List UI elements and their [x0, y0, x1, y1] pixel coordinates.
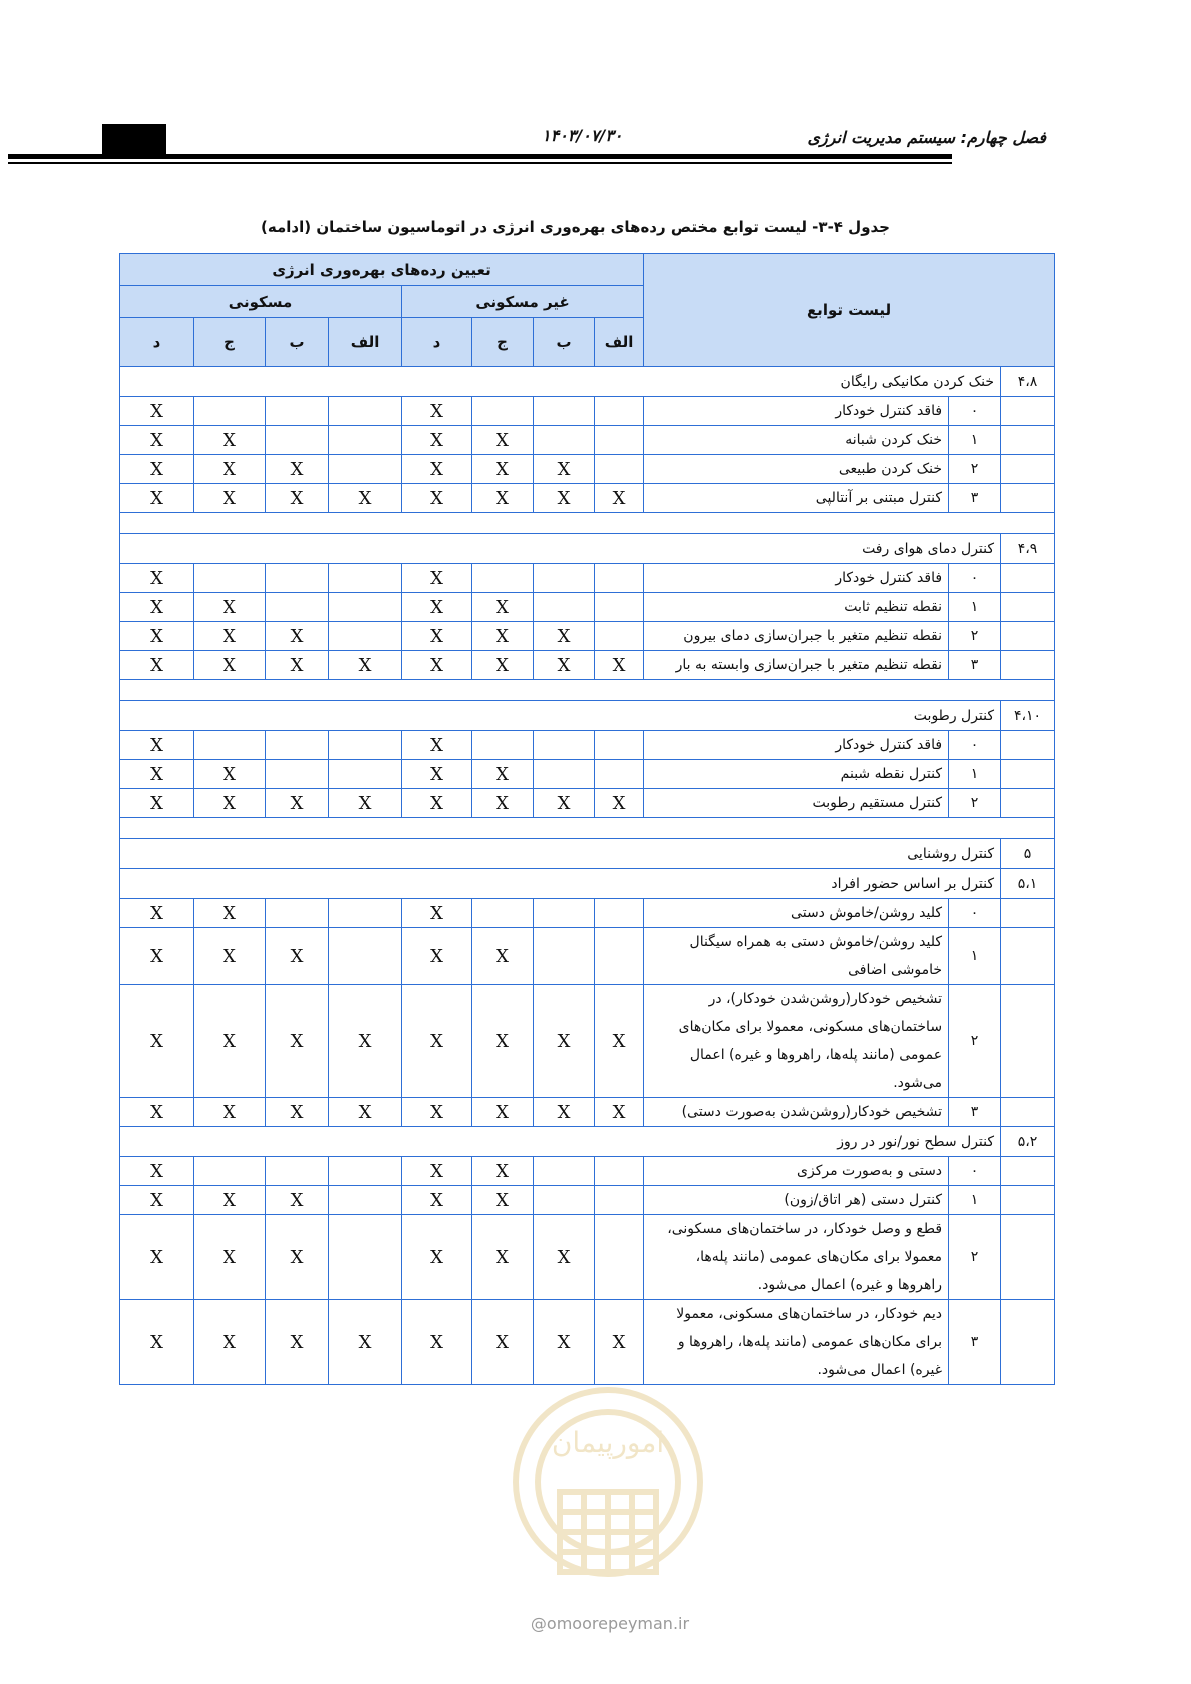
residential-class-cell: X	[120, 1215, 194, 1300]
non-residential-class-cell: X	[402, 985, 472, 1098]
function-name: کنترل نقطه شبنم	[644, 760, 949, 789]
non-residential-class-cell	[534, 928, 595, 985]
spacer-row	[120, 680, 1055, 701]
non-residential-class-cell	[534, 1186, 595, 1215]
row-index: ۱	[949, 760, 1001, 789]
function-name: خنک کردن شبانه	[644, 426, 949, 455]
residential-class-cell	[266, 731, 329, 760]
residential-class-cell: X	[266, 1186, 329, 1215]
non-residential-class-cell: X	[472, 455, 534, 484]
section-row	[120, 534, 1055, 564]
non-residential-class-cell: X	[472, 760, 534, 789]
section-title: کنترل سطح نور/نور در روز	[120, 1127, 1001, 1157]
spacer-cell	[120, 513, 1055, 534]
residential-class-cell	[266, 760, 329, 789]
row-index: ۳	[949, 1098, 1001, 1127]
residential-class-cell	[329, 731, 402, 760]
row-empty-cell	[1001, 1098, 1055, 1127]
residential-class-cell: X	[194, 1215, 266, 1300]
residential-class-cell	[329, 1215, 402, 1300]
function-name: فاقد کنترل خودکار	[644, 397, 949, 426]
non-residential-class-cell: X	[534, 622, 595, 651]
residential-class-cell	[194, 731, 266, 760]
non-residential-class-cell: X	[534, 789, 595, 818]
residential-class-cell	[266, 397, 329, 426]
section-row	[120, 869, 1055, 899]
function-name: فاقد کنترل خودکار	[644, 564, 949, 593]
row-empty-cell	[1001, 1300, 1055, 1385]
residential-class-cell: X	[120, 593, 194, 622]
row-empty-cell	[1001, 484, 1055, 513]
section-title: کنترل بر اساس حضور افراد	[120, 869, 1001, 899]
non-residential-class-cell: X	[595, 1300, 644, 1385]
section-title: خنک کردن مکانیکی رایگان	[120, 367, 1001, 397]
residential-class-cell: X	[266, 1300, 329, 1385]
residential-class-cell: X	[266, 985, 329, 1098]
header-rule-thick	[8, 154, 952, 159]
header-residential: مسکونی	[120, 286, 402, 318]
row-empty-cell	[1001, 593, 1055, 622]
residential-class-cell	[329, 426, 402, 455]
section-number: ۴،۸	[1001, 367, 1055, 397]
non-residential-class-cell	[595, 426, 644, 455]
row-empty-cell	[1001, 564, 1055, 593]
table-row	[120, 928, 1055, 985]
header-class-d: د	[402, 318, 472, 367]
table-header	[120, 254, 1055, 367]
table-row	[120, 484, 1055, 513]
non-residential-class-cell: X	[472, 426, 534, 455]
residential-class-cell: X	[120, 789, 194, 818]
residential-class-cell: X	[120, 1186, 194, 1215]
header-rule-thin	[8, 162, 952, 164]
non-residential-class-cell: X	[402, 484, 472, 513]
row-empty-cell	[1001, 455, 1055, 484]
non-residential-class-cell: X	[402, 1157, 472, 1186]
header-class-c: ج	[194, 318, 266, 367]
non-residential-class-cell	[472, 899, 534, 928]
residential-class-cell	[329, 928, 402, 985]
residential-class-cell	[266, 564, 329, 593]
section-number: ۵،۱	[1001, 869, 1055, 899]
row-empty-cell	[1001, 789, 1055, 818]
row-empty-cell	[1001, 397, 1055, 426]
non-residential-class-cell	[534, 426, 595, 455]
table-row	[120, 593, 1055, 622]
residential-class-cell: X	[194, 789, 266, 818]
non-residential-class-cell: X	[402, 731, 472, 760]
non-residential-class-cell	[595, 593, 644, 622]
residential-class-cell: X	[194, 985, 266, 1098]
non-residential-class-cell: X	[402, 426, 472, 455]
non-residential-class-cell: X	[534, 484, 595, 513]
non-residential-class-cell	[595, 397, 644, 426]
non-residential-class-cell: X	[402, 789, 472, 818]
residential-class-cell: X	[120, 484, 194, 513]
non-residential-class-cell	[534, 731, 595, 760]
residential-class-cell: X	[266, 1098, 329, 1127]
residential-class-cell: X	[120, 426, 194, 455]
row-index: ۰	[949, 397, 1001, 426]
non-residential-class-cell: X	[472, 1300, 534, 1385]
residential-class-cell	[266, 1157, 329, 1186]
row-index: ۱	[949, 593, 1001, 622]
table-row	[120, 622, 1055, 651]
residential-class-cell: X	[194, 899, 266, 928]
non-residential-class-cell: X	[472, 1098, 534, 1127]
residential-class-cell: X	[194, 484, 266, 513]
residential-class-cell: X	[120, 1098, 194, 1127]
residential-class-cell: X	[329, 1300, 402, 1385]
residential-class-cell: X	[194, 1300, 266, 1385]
table-row	[120, 1186, 1055, 1215]
function-name: تشخیص خودکار(روشن‌شدن به‌صورت دستی)	[644, 1098, 949, 1127]
row-empty-cell	[1001, 1186, 1055, 1215]
non-residential-class-cell: X	[472, 1186, 534, 1215]
row-index: ۰	[949, 899, 1001, 928]
non-residential-class-cell: X	[402, 397, 472, 426]
residential-class-cell: X	[120, 622, 194, 651]
section-number: ۵	[1001, 839, 1055, 869]
table-row	[120, 899, 1055, 928]
section-title: کنترل دمای هوای رفت	[120, 534, 1001, 564]
header-class-c: ج	[472, 318, 534, 367]
row-index: ۲	[949, 622, 1001, 651]
header-chapter-title: فصل چهارم: سیستم مدیریت انرژی	[807, 128, 1046, 147]
residential-class-cell	[329, 622, 402, 651]
function-name: کلید روشن/خاموش دستی	[644, 899, 949, 928]
function-name: فاقد کنترل خودکار	[644, 731, 949, 760]
non-residential-class-cell: X	[595, 985, 644, 1098]
row-empty-cell	[1001, 651, 1055, 680]
spacer-row	[120, 513, 1055, 534]
residential-class-cell	[194, 564, 266, 593]
row-index: ۰	[949, 564, 1001, 593]
non-residential-class-cell	[595, 1157, 644, 1186]
residential-class-cell: X	[194, 455, 266, 484]
watermark-site: @omoorepeyman.ir	[530, 1614, 690, 1633]
table-row	[120, 651, 1055, 680]
row-index: ۳	[949, 651, 1001, 680]
function-name: نقطه تنظیم متغیر با جبران‌سازی وابسته به بار	[644, 651, 949, 680]
residential-class-cell: X	[266, 1215, 329, 1300]
page-header	[102, 124, 1054, 156]
non-residential-class-cell: X	[402, 1098, 472, 1127]
watermark-logo	[498, 1372, 718, 1612]
residential-class-cell: X	[329, 651, 402, 680]
non-residential-class-cell: X	[402, 564, 472, 593]
table-row	[120, 1215, 1055, 1300]
residential-class-cell	[194, 1157, 266, 1186]
residential-class-cell: X	[120, 1300, 194, 1385]
residential-class-cell	[266, 593, 329, 622]
table-caption: جدول ۴-۳- لیست توابع مختص رده‌های بهره‌وری انرژی در اتوماسیون ساختمان (ادامه)	[261, 218, 890, 236]
residential-class-cell: X	[329, 985, 402, 1098]
section-number: ۵،۲	[1001, 1127, 1055, 1157]
function-name: کنترل مستقیم رطوبت	[644, 789, 949, 818]
non-residential-class-cell	[595, 899, 644, 928]
residential-class-cell: X	[120, 760, 194, 789]
page-number-block	[102, 124, 166, 154]
non-residential-class-cell	[595, 1215, 644, 1300]
non-residential-class-cell: X	[402, 593, 472, 622]
table-row	[120, 731, 1055, 760]
row-empty-cell	[1001, 928, 1055, 985]
non-residential-class-cell	[534, 1157, 595, 1186]
non-residential-class-cell: X	[472, 789, 534, 818]
residential-class-cell: X	[266, 789, 329, 818]
non-residential-class-cell: X	[402, 651, 472, 680]
residential-class-cell: X	[120, 985, 194, 1098]
spacer-row	[120, 818, 1055, 839]
residential-class-cell	[329, 1186, 402, 1215]
residential-class-cell: X	[120, 1157, 194, 1186]
residential-class-cell: X	[194, 651, 266, 680]
non-residential-class-cell: X	[472, 593, 534, 622]
row-index: ۲	[949, 985, 1001, 1098]
header-class-b: ب	[266, 318, 329, 367]
non-residential-class-cell: X	[534, 1215, 595, 1300]
row-empty-cell	[1001, 899, 1055, 928]
row-empty-cell	[1001, 760, 1055, 789]
row-index: ۱	[949, 426, 1001, 455]
row-index: ۱	[949, 1186, 1001, 1215]
header-energy-classes: تعیین رده‌های بهره‌وری انرژی	[120, 254, 644, 286]
row-index: ۲	[949, 455, 1001, 484]
watermark-logo-text: امورپیمان	[551, 1426, 665, 1459]
non-residential-class-cell: X	[595, 484, 644, 513]
residential-class-cell: X	[266, 651, 329, 680]
row-index: ۳	[949, 484, 1001, 513]
non-residential-class-cell	[595, 928, 644, 985]
section-row	[120, 839, 1055, 869]
row-empty-cell	[1001, 426, 1055, 455]
section-number: ۴،۱۰	[1001, 701, 1055, 731]
row-empty-cell	[1001, 985, 1055, 1098]
residential-class-cell	[266, 899, 329, 928]
non-residential-class-cell	[595, 622, 644, 651]
residential-class-cell	[329, 564, 402, 593]
header-date: ۱۴۰۳/۰۷/۳۰	[542, 126, 623, 145]
residential-class-cell: X	[120, 455, 194, 484]
non-residential-class-cell: X	[402, 455, 472, 484]
non-residential-class-cell: X	[472, 484, 534, 513]
non-residential-class-cell	[472, 731, 534, 760]
non-residential-class-cell: X	[402, 1215, 472, 1300]
non-residential-class-cell: X	[402, 622, 472, 651]
residential-class-cell: X	[120, 731, 194, 760]
non-residential-class-cell: X	[472, 1215, 534, 1300]
non-residential-class-cell: X	[402, 1186, 472, 1215]
non-residential-class-cell: X	[534, 985, 595, 1098]
row-index: ۳	[949, 1300, 1001, 1385]
residential-class-cell: X	[120, 651, 194, 680]
residential-class-cell: X	[329, 484, 402, 513]
table-row	[120, 1098, 1055, 1127]
non-residential-class-cell: X	[595, 789, 644, 818]
residential-class-cell: X	[266, 928, 329, 985]
residential-class-cell: X	[120, 899, 194, 928]
row-empty-cell	[1001, 622, 1055, 651]
function-name: دیم خودکار، در ساختمان‌های مسکونی، معمولا برای مکان‌های عمومی (مانند پله‌ها، راهروها و غیره) اعمال می‌شود.	[644, 1300, 949, 1385]
non-residential-class-cell	[595, 1186, 644, 1215]
non-residential-class-cell: X	[534, 1300, 595, 1385]
non-residential-class-cell: X	[402, 928, 472, 985]
function-name: نقطه تنظیم ثابت	[644, 593, 949, 622]
header-class-d: د	[120, 318, 194, 367]
non-residential-class-cell	[595, 564, 644, 593]
non-residential-class-cell: X	[534, 455, 595, 484]
table-body	[120, 367, 1055, 1385]
residential-class-cell: X	[194, 426, 266, 455]
function-name: نقطه تنظیم متغیر با جبران‌سازی دمای بیرون	[644, 622, 949, 651]
residential-class-cell	[194, 397, 266, 426]
row-index: ۲	[949, 1215, 1001, 1300]
non-residential-class-cell: X	[534, 651, 595, 680]
non-residential-class-cell	[534, 397, 595, 426]
non-residential-class-cell	[534, 760, 595, 789]
function-name: کلید روشن/خاموش دستی به همراه سیگنال خاموشی اضافی	[644, 928, 949, 985]
non-residential-class-cell: X	[402, 899, 472, 928]
table-row	[120, 789, 1055, 818]
residential-class-cell: X	[329, 1098, 402, 1127]
residential-class-cell	[329, 397, 402, 426]
row-empty-cell	[1001, 1157, 1055, 1186]
non-residential-class-cell: X	[534, 1098, 595, 1127]
non-residential-class-cell	[534, 593, 595, 622]
non-residential-class-cell	[595, 760, 644, 789]
non-residential-class-cell: X	[472, 651, 534, 680]
table-row	[120, 564, 1055, 593]
table-row	[120, 426, 1055, 455]
section-row	[120, 1127, 1055, 1157]
section-row	[120, 701, 1055, 731]
function-name: کنترل مبتنی بر آنتالپی	[644, 484, 949, 513]
non-residential-class-cell: X	[595, 651, 644, 680]
section-title: کنترل روشنایی	[120, 839, 1001, 869]
section-number: ۴،۹	[1001, 534, 1055, 564]
non-residential-class-cell	[534, 899, 595, 928]
function-name: کنترل دستی (هر اتاق/زون)	[644, 1186, 949, 1215]
non-residential-class-cell: X	[402, 1300, 472, 1385]
header-class-b: ب	[534, 318, 595, 367]
residential-class-cell: X	[194, 1098, 266, 1127]
non-residential-class-cell	[534, 564, 595, 593]
residential-class-cell: X	[194, 760, 266, 789]
non-residential-class-cell: X	[402, 760, 472, 789]
table-row	[120, 985, 1055, 1098]
residential-class-cell	[329, 1157, 402, 1186]
function-name: تشخیص خودکار(روشن‌شدن خودکار)، در ساختمان‌های مسکونی، معمولا برای مکان‌های عمومی (مانند پله‌ها، راهروها و غیره) اعمال می‌شود.	[644, 985, 949, 1098]
residential-class-cell: X	[194, 622, 266, 651]
row-empty-cell	[1001, 1215, 1055, 1300]
non-residential-class-cell: X	[472, 1157, 534, 1186]
table-row	[120, 397, 1055, 426]
non-residential-class-cell	[472, 564, 534, 593]
row-index: ۰	[949, 731, 1001, 760]
section-title: کنترل رطوبت	[120, 701, 1001, 731]
row-index: ۲	[949, 789, 1001, 818]
spacer-cell	[120, 818, 1055, 839]
header-functions-list: لیست توابع	[644, 254, 1055, 367]
non-residential-class-cell	[595, 455, 644, 484]
non-residential-class-cell	[472, 397, 534, 426]
residential-class-cell: X	[266, 622, 329, 651]
function-name: خنک کردن طبیعی	[644, 455, 949, 484]
residential-class-cell	[329, 760, 402, 789]
residential-class-cell	[329, 899, 402, 928]
row-index: ۰	[949, 1157, 1001, 1186]
non-residential-class-cell: X	[595, 1098, 644, 1127]
non-residential-class-cell: X	[472, 985, 534, 1098]
residential-class-cell: X	[120, 564, 194, 593]
residential-class-cell: X	[194, 928, 266, 985]
residential-class-cell: X	[266, 455, 329, 484]
function-name: دستی و به‌صورت مرکزی	[644, 1157, 949, 1186]
residential-class-cell	[266, 426, 329, 455]
non-residential-class-cell	[595, 731, 644, 760]
section-row	[120, 367, 1055, 397]
residential-class-cell: X	[266, 484, 329, 513]
non-residential-class-cell: X	[472, 622, 534, 651]
residential-class-cell: X	[120, 397, 194, 426]
header-non-residential: غیر مسکونی	[402, 286, 644, 318]
residential-class-cell: X	[194, 1186, 266, 1215]
table-row	[120, 1157, 1055, 1186]
spacer-cell	[120, 680, 1055, 701]
table-row	[120, 760, 1055, 789]
row-index: ۱	[949, 928, 1001, 985]
header-class-a: الف	[595, 318, 644, 367]
functions-table	[119, 253, 1055, 1385]
header-class-a: الف	[329, 318, 402, 367]
residential-class-cell	[329, 455, 402, 484]
non-residential-class-cell: X	[472, 928, 534, 985]
table-row	[120, 455, 1055, 484]
function-name: قطع و وصل خودکار، در ساختمان‌های مسکونی، معمولا برای مکان‌های عمومی (مانند پله‌ها، راهروها و غیره) اعمال می‌شود.	[644, 1215, 949, 1300]
residential-class-cell	[329, 593, 402, 622]
residential-class-cell: X	[120, 928, 194, 985]
row-empty-cell	[1001, 731, 1055, 760]
residential-class-cell: X	[329, 789, 402, 818]
residential-class-cell: X	[194, 593, 266, 622]
